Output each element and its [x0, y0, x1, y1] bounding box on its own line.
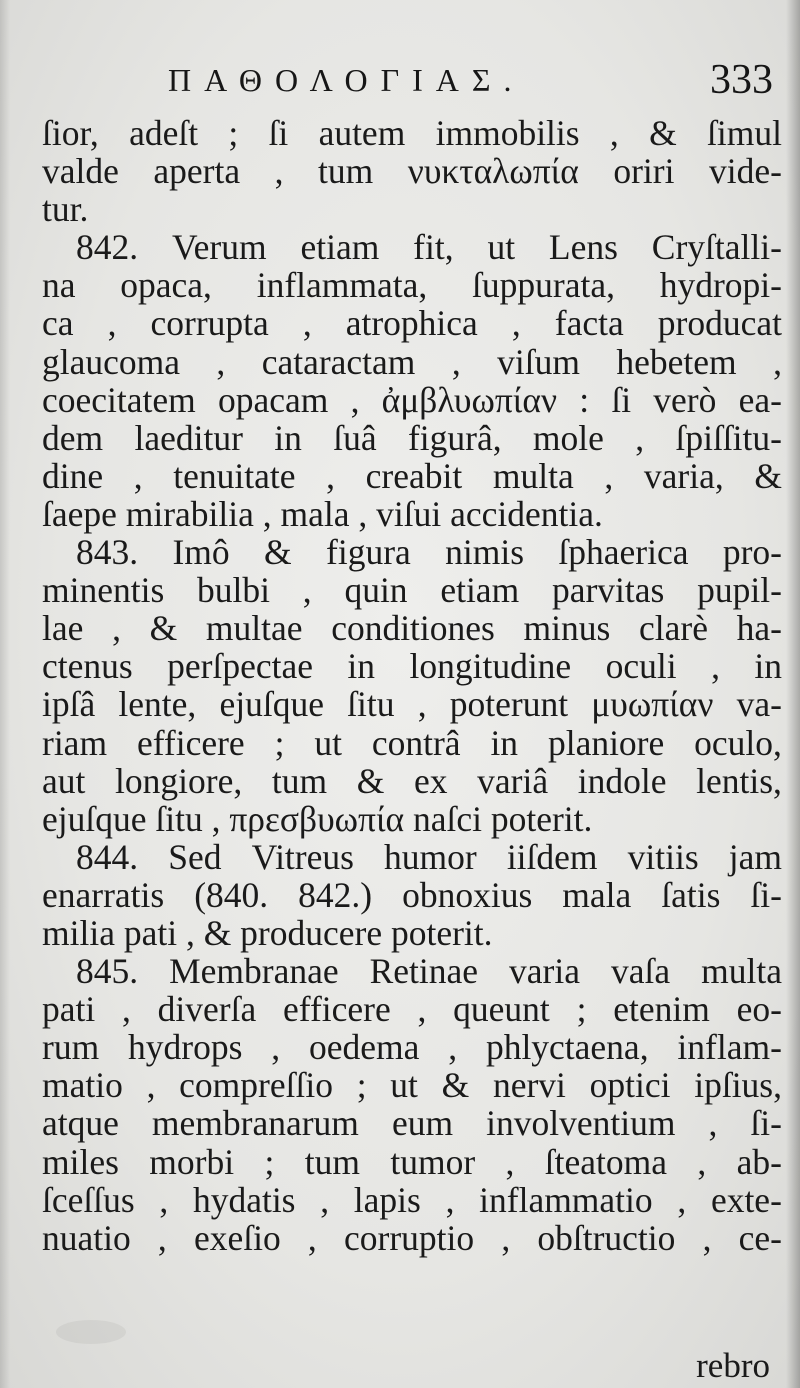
gutter-shadow — [0, 0, 10, 1388]
text-line: dine , tenuitate , creabit multa , varia, & — [42, 455, 782, 496]
text-line: 842. Verum etiam fit, ut Lens Cryſtalli- — [76, 227, 782, 268]
text-line: lae , & multae conditiones minus clarè ha- — [42, 608, 782, 649]
text-line: nuatio , exeſio , corruptio , obſtructio , ce- — [42, 1217, 782, 1258]
text-line: matio , compreſſio ; ut & nervi optici ipſius, — [42, 1065, 782, 1106]
text-line: ctenus perſpectae in longitudine oculi , in — [42, 646, 782, 687]
text-line: ejuſque ſitu , πρεσβυωπία naſci poterit. — [42, 798, 593, 839]
ink-smudge — [56, 1320, 126, 1344]
text-line: ca , corrupta , atrophica , facta producat — [42, 303, 782, 344]
text-line: glaucoma , cataractam , viſum hebetem , — [42, 341, 782, 382]
running-title: ΠΑΘΟΛΟΓΙΑΣ. — [168, 62, 525, 98]
text-line: pati , diverſa efficere , queunt ; etenim eo- — [42, 989, 782, 1030]
text-line: na opaca, inflammata, ſuppurata, hydropi- — [42, 265, 782, 306]
text-line: valde aperta , tum νυκταλωπία oriri vide- — [42, 151, 782, 192]
text-line: dem laeditur in ſuâ figurâ, mole , ſpiſſitu- — [42, 417, 782, 458]
text-line: 843. Imô & figura nimis ſphaerica pro- — [76, 532, 782, 573]
text-line: 845. Membranae Retinae varia vaſa multa — [76, 951, 782, 992]
text-line: atque membranarum eum involventium , ſi- — [42, 1103, 782, 1144]
text-line: miles morbi ; tum tumor , ſteatoma , ab- — [42, 1141, 782, 1182]
text-line: aut longiore, tum & ex variâ indole lentis, — [42, 760, 782, 801]
page-header — [40, 57, 785, 112]
text-line: coecitatem opacam , ἀμβλυωπίαν : ſi verò ea- — [42, 379, 782, 420]
text-line: riam efficere ; ut contrâ in planiore oculo, — [42, 722, 782, 763]
text-line: tur. — [42, 189, 89, 230]
page-number: 333 — [710, 57, 773, 103]
text-body — [42, 114, 782, 1257]
catchword: rebro — [696, 1346, 770, 1385]
text-line: ſceſſus , hydatis , lapis , inflammatio , exte- — [42, 1179, 782, 1220]
text-line: rum hydrops , oedema , phlyctaena, inflam- — [42, 1027, 782, 1068]
text-line: ſaepe mirabilia , mala , viſui accidentia. — [42, 493, 603, 534]
text-line: ipſâ lente, ejuſque ſitu , poterunt μυωπίαν va- — [42, 684, 782, 725]
text-line: minentis bulbi , quin etiam parvitas pupil- — [42, 570, 782, 611]
text-line: ſior, adeſt ; ſi autem immobilis , & ſimul — [42, 113, 782, 153]
text-line: milia pati , & producere poterit. — [42, 912, 493, 953]
page-edge-shadow — [786, 0, 800, 1388]
text-line: enarratis (840. 842.) obnoxius mala ſatis ſi- — [42, 874, 782, 915]
text-line: 844. Sed Vitreus humor iiſdem vitiis jam — [76, 836, 782, 877]
